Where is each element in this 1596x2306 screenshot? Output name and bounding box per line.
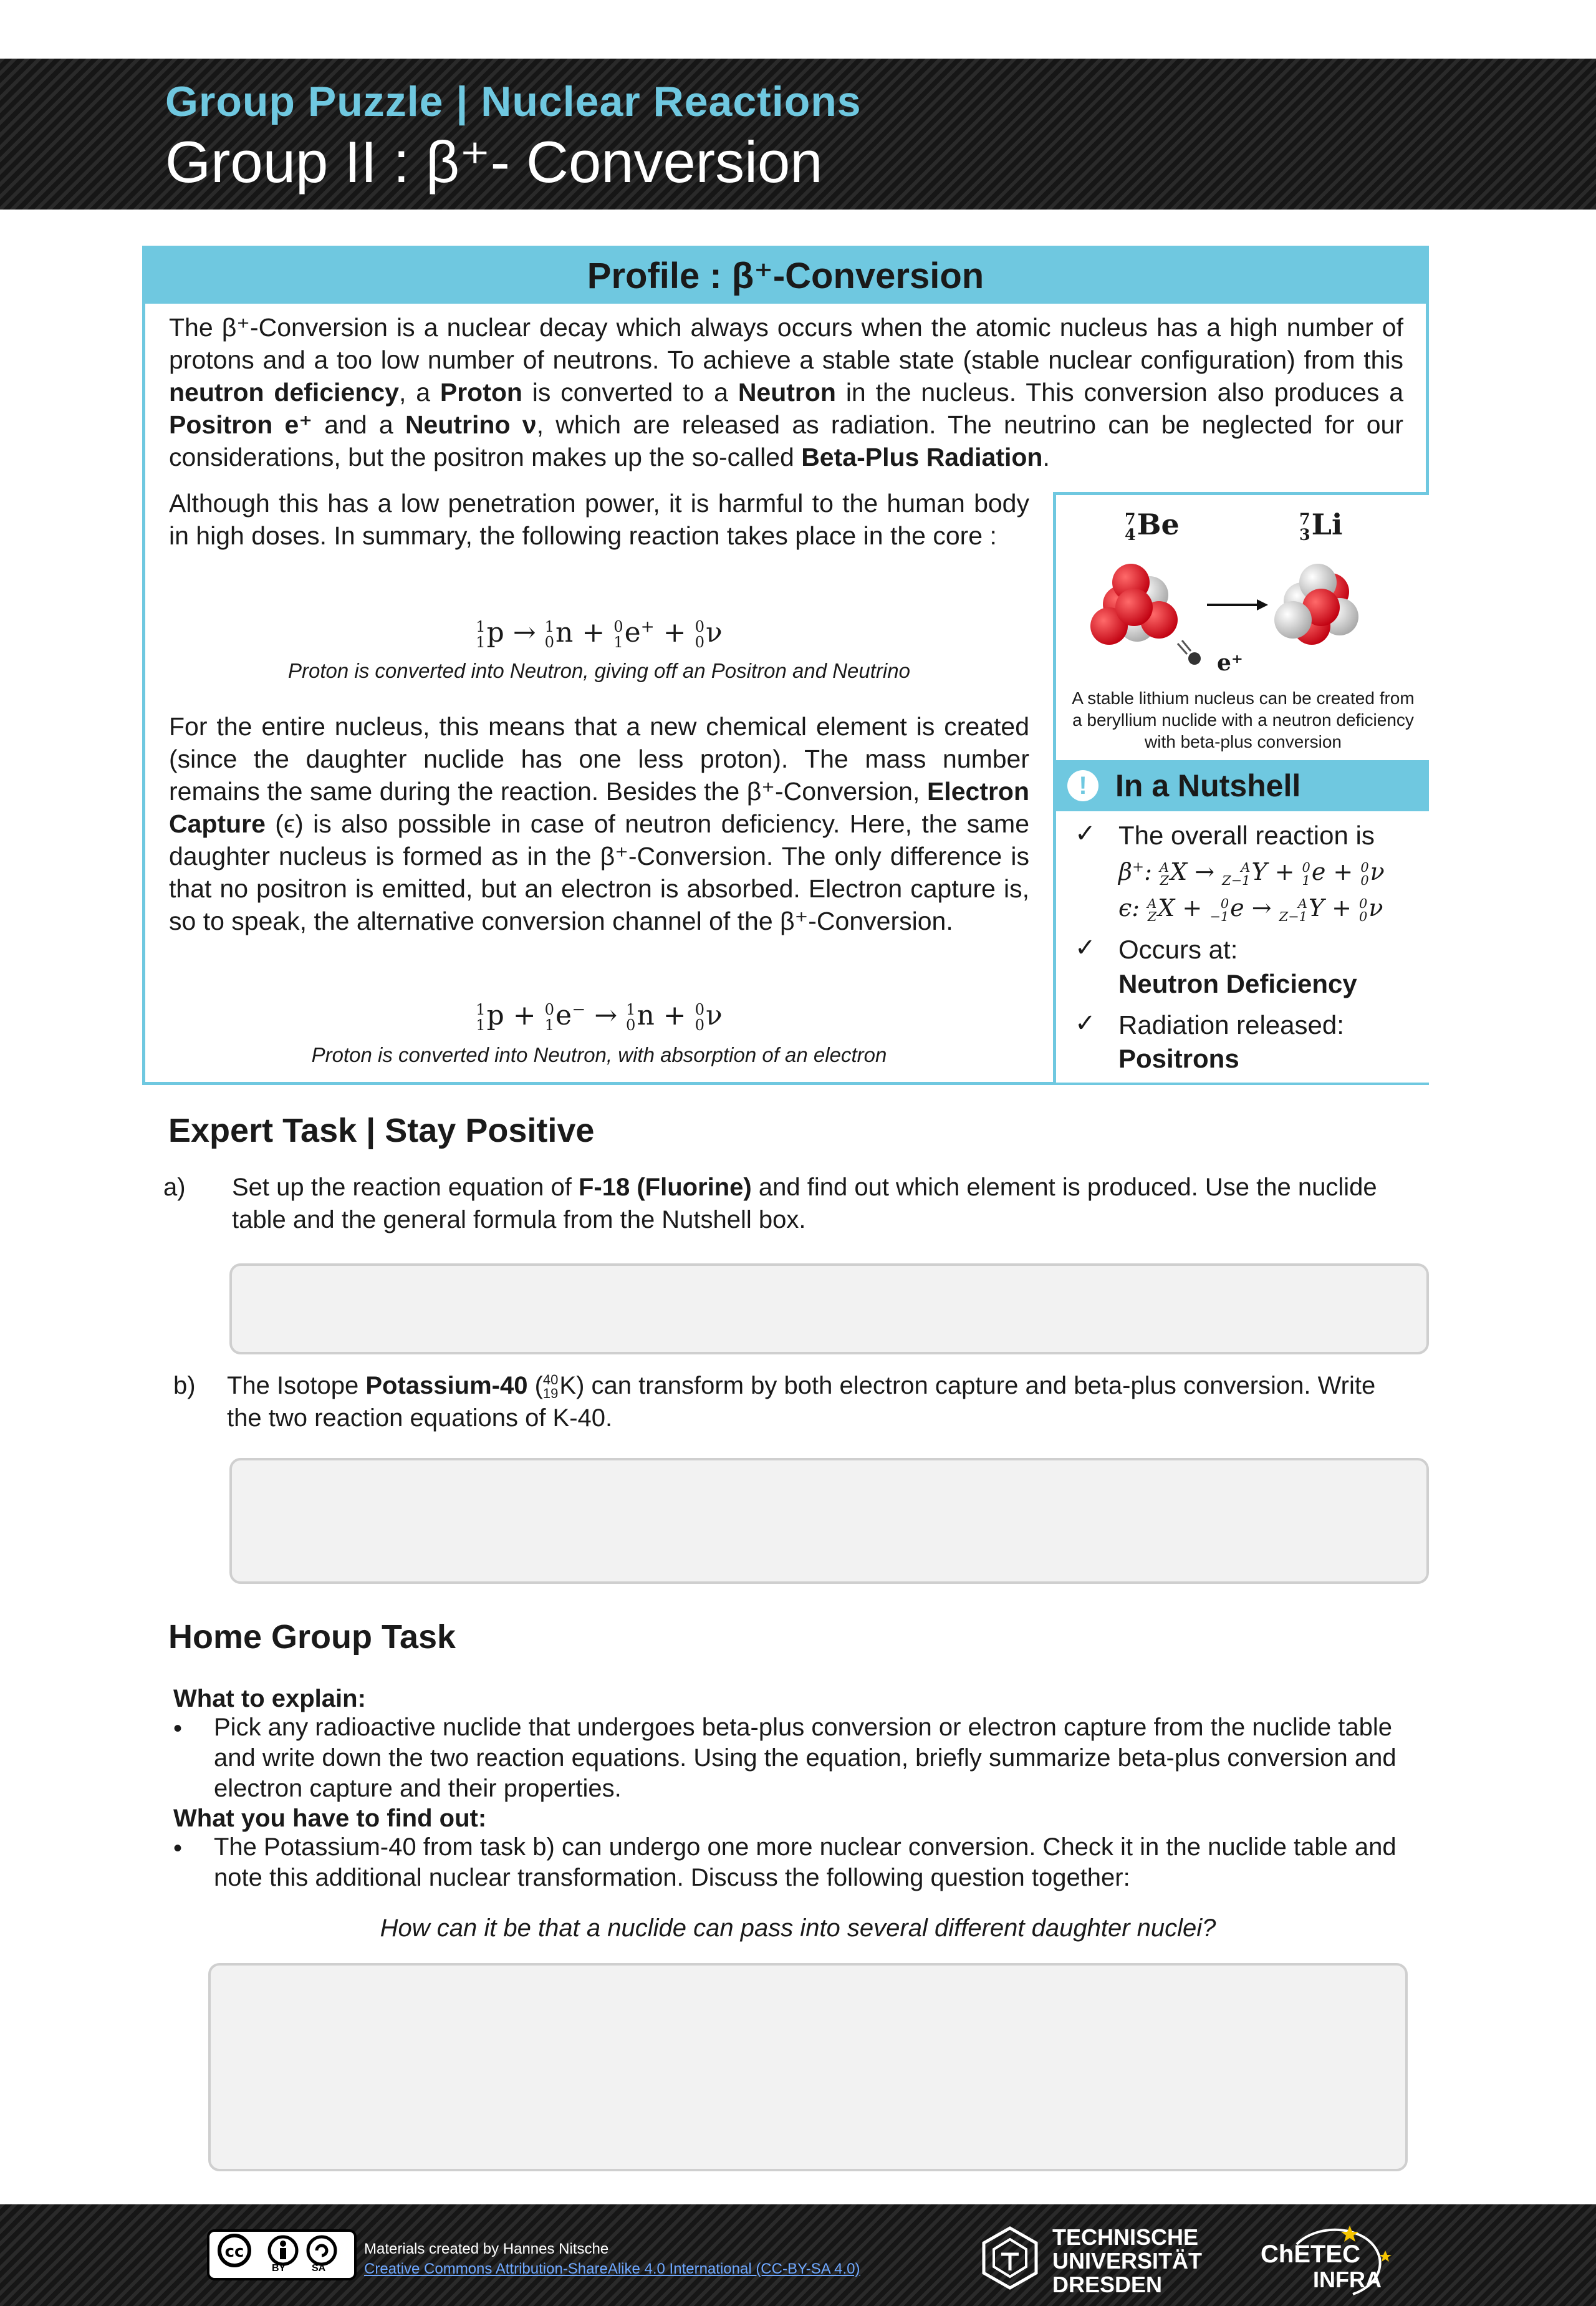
equation-1-caption: Proton is converted into Neutron, giving off an Positron and Neutrino — [288, 659, 910, 682]
series-title: Group Puzzle | Nuclear Reactions — [165, 78, 862, 125]
discussion-question: How can it be that a nuclide can pass into several different daughter nuclei? — [380, 1914, 1216, 1942]
electron-capture-general-equation: ϵ: A Z X + 0 −1 e → A Z−1 Y + 0 0 ν — [1118, 894, 1383, 924]
find-out-label: What you have to find out: — [173, 1805, 487, 1832]
profile-paragraph-3: For the entire nucleus, this means that a new chemical element is created (since the daughter nuclide has one less proton). The mass number remains the same during the reaction. Besides the β⁺-Conversion, Electron Capture (ϵ) is also possible in case of neutron deficiency. Here, the same daughter nucleus is formed as in the β⁺-Conversion. The only difference is that no positron is emitted, but an electron is absorbed. Electron capture is, so to speak, the alternative conversion channel of the β⁺-Conversion. — [169, 712, 1029, 935]
nuclide-label-beryllium: 7 4 Be — [1125, 508, 1180, 544]
bullet-icon: • — [173, 1715, 183, 1742]
checkmark-icon: ✓ — [1075, 1010, 1096, 1037]
home-group-answer-box[interactable] — [208, 1963, 1408, 2171]
profile-paragraph-1: The β⁺-Conversion is a nuclear decay which always occurs when the atomic nucleus has a high number of protons and a too low number of neutrons. To achieve a stable state (stable nuclear configuration) from this neutron deficiency, a Proton is converted to a Neutron in the nucleus. This conversion also produces a Positron e⁺ and a Neutrino ν, which are released as radiation. The neutrino can be neglected for our considerations, but the positron makes up the so-called Beta-Plus Radiation. — [169, 313, 1403, 471]
nutshell-item-occurs-value: Neutron Deficiency — [1118, 969, 1357, 998]
task-a-label: a) — [163, 1174, 186, 1201]
home-group-heading: Home Group Task — [168, 1618, 456, 1656]
svg-text:cc: cc — [224, 2242, 244, 2261]
infra-wordmark: INFRA — [1313, 2267, 1382, 2292]
find-out-text: The Potassium-40 from task b) can undergo one more nuclear conversion. Check it in the nuclide table and note this additional nuclear transformation. Discuss the following question together: — [214, 1833, 1396, 1891]
figure-and-nutshell-panel — [1053, 492, 1429, 1083]
checkmark-icon: ✓ — [1075, 820, 1096, 847]
cc-sa-label: SA — [312, 2263, 326, 2274]
equation-beta-plus: 1 1 p → 1 0 n + 0 1 e+ + 0 0 ν — [476, 617, 723, 651]
page-header — [0, 59, 1596, 210]
task-a-text: Set up the reaction equation of F-18 (Fluorine) and find out which element is produced. Use the nuclide table and the general formula from the Nutshell box. — [232, 1174, 1377, 1233]
explain-label: What to explain: — [173, 1685, 366, 1712]
nutshell-item-radiation-value: Positrons — [1118, 1044, 1239, 1073]
nuclide-label-lithium: 7 3 Li — [1299, 508, 1343, 544]
nutshell-item-occurs-label: Occurs at: — [1118, 935, 1238, 964]
task-b-text: The Isotope Potassium-40 ( 40 19 K) can transform by both electron capture and beta-plus conversion. Write the two reaction equations of K-40. — [227, 1372, 1376, 1432]
bullet-icon: • — [173, 1835, 183, 1862]
figure-caption: A stable lithium nucleus can be created from a beryllium nuclide with a neutron deficiency with beta-plus conversion — [1072, 688, 1415, 751]
nutshell-item-reaction: The overall reaction is — [1118, 821, 1375, 850]
nutshell-item-radiation-label: Radiation released: — [1118, 1010, 1344, 1040]
positron-label: e⁺ — [1217, 650, 1243, 676]
beryllium-nucleus — [1090, 564, 1178, 645]
beta-plus-general-equation: β+: A Z X → A Z−1 Y + 0 1 e + 0 0 ν — [1118, 858, 1385, 888]
page-footer — [0, 2204, 1596, 2306]
profile-paragraph-2: Although this has a low penetration power, it is harmful to the human body in high doses. In summary, the following reaction takes place in the core : — [169, 489, 1029, 550]
license-link[interactable]: Creative Commons Attribution-ShareAlike 4.0 International (CC-BY-SA 4.0) — [364, 2260, 860, 2277]
exclamation-icon: ! — [1067, 770, 1098, 801]
equation-electron-capture: 1 1 p + 0 1 e− → 1 0 n + 0 0 ν — [476, 1000, 723, 1034]
tu-dresden-wordmark: TECHNISCHE UNIVERSITÄT DRESDEN — [1052, 2224, 1203, 2297]
profile-heading: Profile : β⁺-Conversion — [145, 249, 1426, 304]
task-b-label: b) — [173, 1372, 196, 1399]
chetec-wordmark: ChETEC — [1261, 2241, 1360, 2268]
task-a-answer-box[interactable] — [229, 1263, 1429, 1354]
page-title: Group II : β⁺- Conversion — [165, 129, 823, 195]
footer-credit: Materials created by Hannes Nitsche — [364, 2241, 609, 2257]
task-b-answer-box[interactable] — [229, 1458, 1429, 1584]
equation-2-caption: Proton is converted into Neutron, with absorption of an electron — [311, 1043, 887, 1066]
nutshell-heading-bar — [1056, 760, 1429, 811]
nutshell-heading: In a Nutshell — [1115, 768, 1301, 803]
checkmark-icon: ✓ — [1075, 934, 1096, 962]
tu-dresden-logo-icon — [976, 2224, 1044, 2292]
lithium-nucleus — [1274, 564, 1358, 645]
expert-task-heading: Expert Task | Stay Positive — [168, 1112, 595, 1149]
cc-by-label: BY — [272, 2263, 286, 2274]
explain-text: Pick any radioactive nuclide that undergoes beta-plus conversion or electron capture from the nuclide table and write down the two reaction equations. Using the equation, briefly summarize beta-plus conversion and electron capture and their properties. — [214, 1714, 1396, 1802]
positron-particle — [1178, 640, 1201, 665]
cc-license-badge — [207, 2229, 357, 2280]
profile-box — [142, 246, 1429, 1085]
